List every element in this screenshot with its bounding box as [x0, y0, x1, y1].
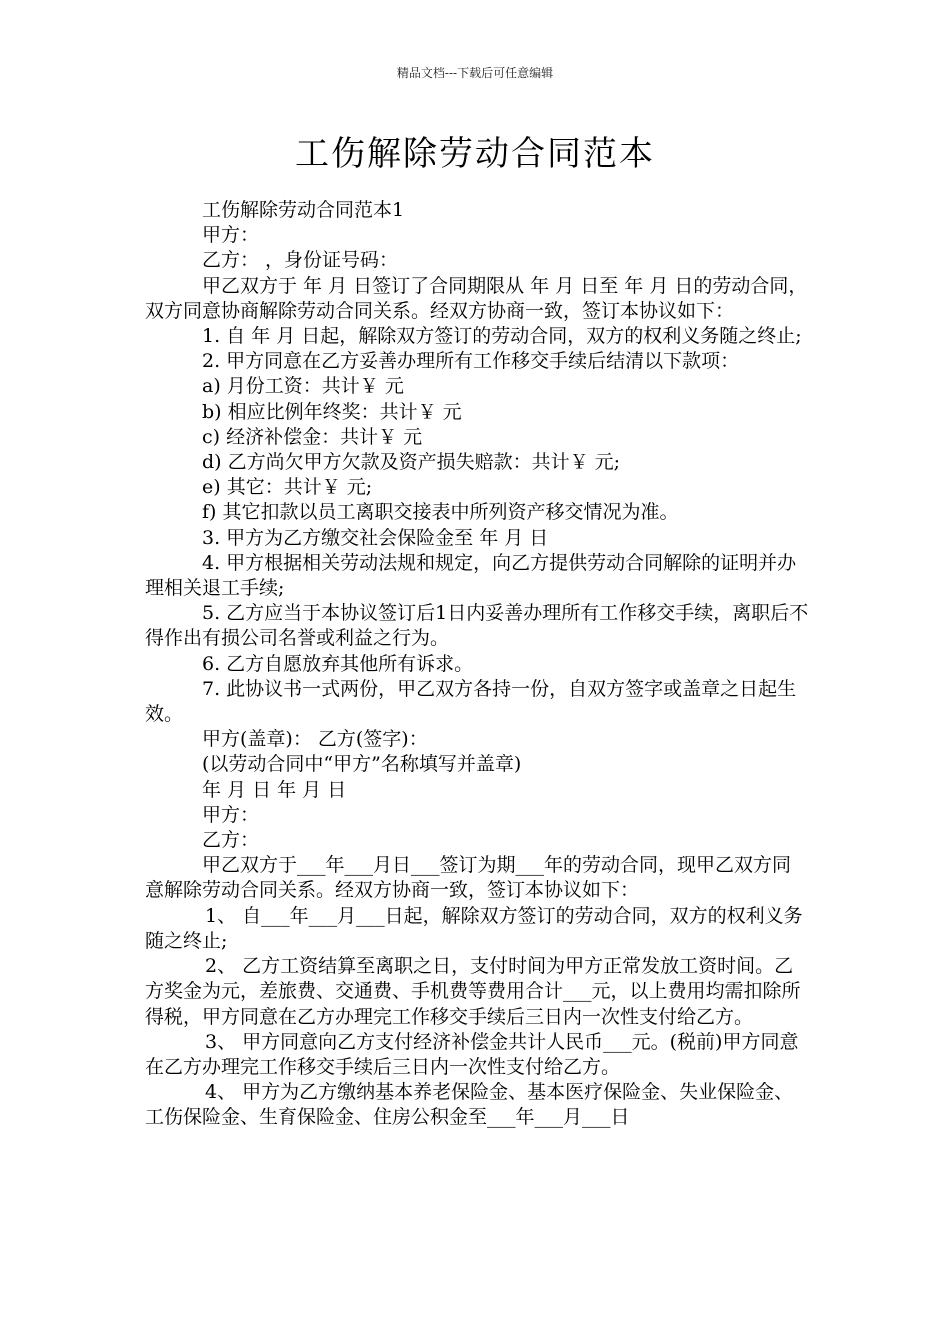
paragraph: d) 乙方尚欠甲方欠款及资产损失赔款：共计￥ 元;	[202, 451, 621, 474]
paragraph: (以劳动合同中“甲方”名称填写并盖章)	[202, 753, 522, 776]
paragraph: e) 其它：共计￥ 元;	[202, 476, 373, 499]
paragraph: 年 月 日 年 月 日	[202, 778, 347, 801]
header-note: 精品文档---下载后可任意编辑	[396, 66, 554, 80]
paragraph: 7. 此协议书一式两份，甲乙双方各持一份，自双方签字或盖章之日起生效。	[145, 677, 797, 726]
paragraph: 2、 乙方工资结算至离职之日，支付时间为甲方正常发放工资时间。乙方奖金为元，差旅费、交通费、手机费等费用合计___元，以上费用均需扣除所得税，甲方同意在乙方办理完工作移交手续后三日内一次性支付给乙方。	[145, 955, 801, 1028]
paragraph: b) 相应比例年终奖：共计￥ 元	[202, 400, 462, 423]
paragraph: 3、 甲方同意向乙方支付经济补偿金共计人民币___元。(税前)甲方同意在乙方办理完工作移交手续后三日内一次性支付给乙方。	[145, 1030, 799, 1078]
paragraph: 4、 甲方为乙方缴纳基本养老保险金、基本医疗保险金、失业保险金、工伤保险金、生育保险金、住房公积金至___年___月___日	[145, 1081, 794, 1129]
paragraph: 4. 甲方根据相关劳动法规和规定，向乙方提供劳动合同解除的证明并办理相关退工手续;	[145, 551, 797, 600]
paragraph: 1、 自___年___月___日起，解除双方签订的劳动合同，双方的权利义务随之终止;	[145, 904, 803, 952]
paragraph: 甲乙双方于___年___月日___签订为期___年的劳动合同，现甲乙双方同意解除劳动合同关系。经双方协商一致，签订本协议如下：	[145, 854, 792, 902]
paragraph: 乙方：	[202, 829, 260, 852]
paragraph: 1. 自 年 月 日起，解除双方签订的劳动合同，双方的权利义务随之终止;	[202, 325, 802, 348]
paragraph: 6. 乙方自愿放弃其他所有诉求。	[202, 652, 474, 675]
document-title: 工伤解除劳动合同范本	[295, 134, 655, 174]
paragraph: 3. 甲方为乙方缴交社会保险金至 年 月 日	[202, 526, 549, 549]
paragraph: 乙方： ，身份证号码：	[202, 249, 399, 272]
paragraph: 甲方：	[202, 803, 260, 826]
paragraph: 2. 甲方同意在乙方妥善办理所有工作移交手续后结清以下款项：	[202, 350, 740, 373]
paragraph: a) 月份工资：共计￥ 元	[202, 375, 404, 398]
paragraph: 甲乙双方于 年 月 日签订了合同期限从 年 月 日至 年 月 日的劳动合同，双方同意协商解除劳动合同关系。经双方协商一致，签订本协议如下：	[145, 274, 808, 322]
paragraph: f) 其它扣款以员工离职交接表中所列资产移交情况为准。	[202, 501, 679, 524]
document-body	[145, 198, 809, 1131]
paragraph: 工伤解除劳动合同范本1	[202, 199, 405, 221]
paragraph: c) 经济补偿金：共计￥ 元	[202, 425, 423, 448]
paragraph: 甲方：	[202, 224, 260, 247]
paragraph: 甲方(盖章)： 乙方(签字)：	[202, 728, 428, 751]
paragraph: 5. 乙方应当于本协议签订后1日内妥善办理所有工作移交手续，离职后不得作出有损公司名誉或利益之行为。	[145, 602, 809, 650]
